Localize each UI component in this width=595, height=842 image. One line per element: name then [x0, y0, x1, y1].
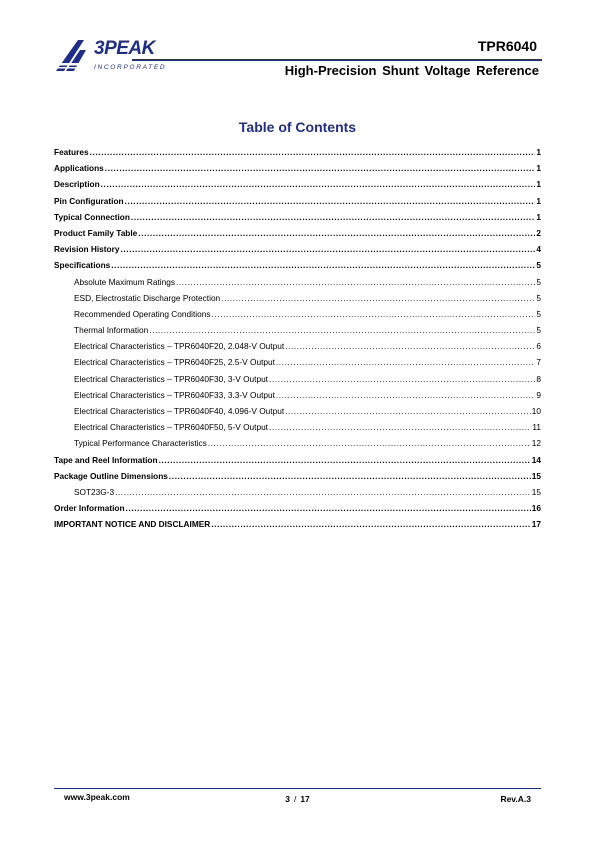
- toc-entry-pin-configuration[interactable]: [54, 196, 541, 212]
- toc-entry-electrical-characteristics-f25[interactable]: [54, 357, 541, 373]
- toc-entry-sot23g-3[interactable]: [54, 487, 541, 503]
- dot-leader: [90, 147, 536, 157]
- revision-label: Rev.A.3: [500, 794, 531, 804]
- dot-leader: [269, 374, 535, 384]
- toc-entry-esd-protection[interactable]: [54, 293, 541, 309]
- toc-entry-page: 5: [536, 260, 541, 271]
- toc-entry-label: Revision History: [54, 244, 120, 255]
- toc-entry-page: 1: [536, 147, 541, 157]
- footer-website-link[interactable]: www.3peak.com: [64, 792, 130, 802]
- toc-entry-thermal-information[interactable]: [54, 325, 541, 341]
- toc-entry-page: 15: [531, 470, 541, 481]
- toc-entry-label: Recommended Operating Conditions: [74, 308, 211, 319]
- toc-entry-page: 1: [536, 163, 541, 174]
- page-current: 3: [285, 794, 290, 804]
- part-number: TPR6040: [477, 38, 537, 54]
- dot-leader: [285, 406, 531, 416]
- toc-entry-label: Tape and Reel Information: [54, 454, 158, 465]
- toc-entry-label: SOT23G-3: [74, 486, 115, 497]
- toc-entry-page: 2: [536, 227, 541, 238]
- toc-entry-label: Absolute Maximum Ratings: [74, 276, 175, 287]
- toc-entry-page: 11: [532, 422, 541, 433]
- toc-entry-page: 6: [536, 341, 541, 352]
- toc-entry-page: 5: [536, 308, 541, 319]
- toc-entry-page: 5: [536, 292, 541, 303]
- toc-entry-label: Electrical Characteristics – TPR6040F40, 4.096-V Output: [74, 406, 285, 416]
- toc-entry-page: 5: [536, 276, 541, 287]
- dot-leader: [169, 471, 531, 481]
- toc-entry-label: Order Information: [54, 503, 125, 514]
- toc-entry-page: 4: [536, 244, 541, 255]
- toc-entry-electrical-characteristics-f20[interactable]: [54, 341, 541, 357]
- logo-subtext: INCORPORATED: [94, 64, 167, 71]
- dot-leader: [125, 196, 536, 206]
- toc-entry-label: Electrical Characteristics – TPR6040F25, 2.5-V Output: [74, 357, 275, 368]
- toc-entry-page: 5: [536, 325, 541, 336]
- document-subtitle: High-Precision Shunt Voltage Reference: [284, 63, 539, 78]
- toc-entry-absolute-maximum-ratings[interactable]: [54, 277, 541, 293]
- peak-logo-icon: [54, 38, 94, 72]
- toc-entry-label: Applications: [54, 163, 104, 174]
- toc-entry-page: 12: [531, 438, 541, 449]
- toc-entry-label: Electrical Characteristics – TPR6040F30, 3-V Output: [74, 373, 268, 384]
- logo-wordmark: 3PEAK: [94, 38, 155, 59]
- toc-entry-label: Typical Performance Characteristics: [74, 438, 207, 449]
- toc-entry-description[interactable]: [54, 179, 541, 195]
- toc-entry-typical-connection[interactable]: [54, 212, 541, 228]
- dot-leader: [111, 260, 535, 270]
- toc-entry-applications[interactable]: [54, 163, 541, 179]
- toc-entry-label: IMPORTANT NOTICE AND DISCLAIMER: [54, 519, 211, 530]
- dot-leader: [285, 341, 535, 351]
- toc-entry-page: 1: [536, 179, 541, 190]
- toc-entry-product-family-table[interactable]: [54, 228, 541, 244]
- dot-leader: [269, 422, 531, 432]
- toc-entry-label: Pin Configuration: [54, 195, 124, 206]
- toc-entry-electrical-characteristics-f30[interactable]: [54, 374, 541, 390]
- toc-entry-page: 9: [536, 389, 541, 400]
- toc-entry-page: 7: [536, 357, 541, 368]
- footer-divider: [54, 788, 541, 789]
- toc-entry-electrical-characteristics-f33[interactable]: [54, 390, 541, 406]
- toc-entry-page: 1: [536, 211, 541, 222]
- toc-entry-label: Thermal Information: [74, 325, 149, 336]
- page-separator: /: [293, 794, 297, 804]
- toc-entry-page: 10: [531, 406, 541, 416]
- toc-entry-page: 17: [531, 519, 541, 530]
- toc-entry-label: Electrical Characteristics – TPR6040F33, 3.3-V Output: [74, 389, 275, 400]
- dot-leader: [212, 309, 536, 319]
- toc-entry-page: 8: [536, 373, 541, 384]
- toc-entry-recommended-operating-conditions[interactable]: [54, 309, 541, 325]
- dot-leader: [276, 390, 535, 400]
- toc-entry-notice-disclaimer[interactable]: [54, 519, 541, 535]
- table-of-contents: [54, 147, 541, 536]
- dot-leader: [120, 244, 535, 254]
- company-logo: [54, 38, 176, 72]
- dot-leader: [131, 212, 535, 222]
- toc-entry-order-information[interactable]: [54, 503, 541, 519]
- toc-entry-label: Typical Connection: [54, 211, 130, 222]
- dot-leader: [221, 293, 535, 303]
- toc-entry-typical-performance[interactable]: [54, 438, 541, 454]
- toc-title: Table of Contents: [238, 119, 357, 135]
- toc-entry-label: Product Family Table: [54, 227, 138, 238]
- toc-entry-label: Package Outline Dimensions: [54, 470, 168, 481]
- toc-entry-revision-history[interactable]: [54, 244, 541, 260]
- dot-leader: [138, 228, 535, 238]
- dot-leader: [176, 277, 535, 287]
- dot-leader: [276, 357, 535, 367]
- toc-entry-electrical-characteristics-f40[interactable]: [54, 406, 541, 422]
- page-total: 17: [300, 794, 310, 804]
- toc-entry-label: Features: [54, 147, 89, 157]
- dot-leader: [101, 179, 536, 189]
- toc-entry-package-outline[interactable]: [54, 471, 541, 487]
- toc-entry-page: 14: [531, 454, 541, 465]
- toc-entry-label: Description: [54, 179, 100, 190]
- toc-entry-label: Specifications: [54, 260, 111, 271]
- dot-leader: [115, 487, 531, 497]
- toc-entry-label: Electrical Characteristics – TPR6040F20, 2.048-V Output: [74, 341, 285, 352]
- toc-entry-label: ESD, Electrostatic Discharge Protection: [74, 292, 221, 303]
- toc-entry-page: 1: [536, 195, 541, 206]
- dot-leader: [159, 455, 531, 465]
- toc-entry-specifications[interactable]: [54, 260, 541, 276]
- toc-entry-electrical-characteristics-f50[interactable]: [54, 422, 541, 438]
- toc-entry-page: 16: [531, 503, 541, 514]
- dot-leader: [105, 163, 536, 173]
- toc-entry-page: 15: [531, 486, 541, 497]
- dot-leader: [126, 503, 531, 513]
- header-divider: [132, 59, 542, 61]
- toc-entry-features[interactable]: [54, 147, 541, 163]
- dot-leader: [208, 438, 531, 448]
- toc-entry-label: Electrical Characteristics – TPR6040F50, 5-V Output: [74, 422, 268, 433]
- toc-entry-tape-and-reel[interactable]: [54, 455, 541, 471]
- dot-leader: [149, 325, 535, 335]
- dot-leader: [211, 519, 531, 529]
